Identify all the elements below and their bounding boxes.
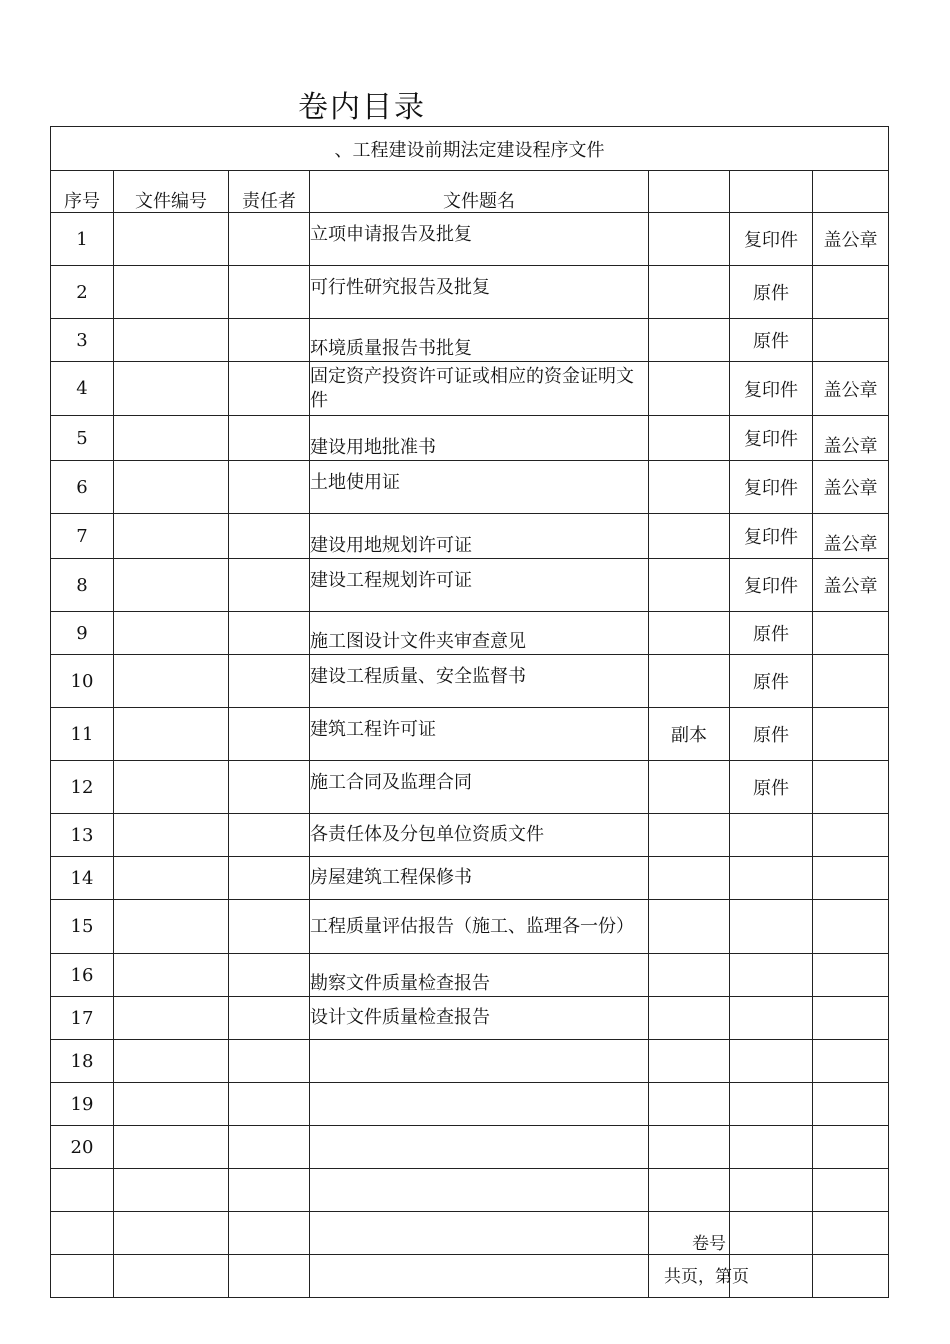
responsible-cell bbox=[229, 1040, 310, 1083]
original-cell: 复印件 bbox=[730, 559, 813, 612]
doc-title-cell bbox=[310, 1126, 649, 1169]
doc-code-cell bbox=[114, 213, 229, 266]
original-cell: 复印件 bbox=[730, 362, 813, 416]
seal-cell: 盖公章 bbox=[813, 213, 889, 266]
table-row bbox=[51, 655, 889, 708]
row-number: 4 bbox=[51, 362, 114, 416]
table-row bbox=[51, 1212, 889, 1255]
table-row bbox=[51, 954, 889, 997]
table-row bbox=[51, 1169, 889, 1212]
seal-cell: 盖公章 bbox=[813, 514, 889, 559]
responsible-cell bbox=[229, 612, 310, 655]
table-row bbox=[51, 416, 889, 461]
doc-title-cell: 工程质量评估报告（施工、监理各一份） bbox=[310, 900, 649, 954]
doc-code-cell bbox=[114, 461, 229, 514]
doc-title-cell bbox=[310, 1212, 649, 1255]
copy-type-cell bbox=[649, 900, 730, 954]
original-cell bbox=[730, 1040, 813, 1083]
original-cell: 复印件 bbox=[730, 461, 813, 514]
original-cell bbox=[730, 1212, 813, 1255]
original-cell: 原件 bbox=[730, 266, 813, 319]
doc-title-cell: 固定资产投资许可证或相应的资金证明文件 bbox=[310, 362, 649, 416]
doc-title-cell: 施工合同及监理合同 bbox=[310, 761, 649, 814]
seal-cell bbox=[813, 319, 889, 362]
doc-code-cell bbox=[114, 954, 229, 997]
seal-cell bbox=[813, 1083, 889, 1126]
table-row bbox=[51, 559, 889, 612]
original-cell bbox=[730, 857, 813, 900]
seal-cell: 盖公章 bbox=[813, 559, 889, 612]
doc-code-cell bbox=[114, 416, 229, 461]
header-blank-3 bbox=[813, 171, 889, 213]
copy-type-cell bbox=[649, 362, 730, 416]
original-cell bbox=[730, 900, 813, 954]
row-number bbox=[51, 1255, 114, 1298]
row-number: 18 bbox=[51, 1040, 114, 1083]
table-row bbox=[51, 319, 889, 362]
doc-title-cell: 土地使用证 bbox=[310, 461, 649, 514]
doc-title-cell: 建设用地规划许可证 bbox=[310, 514, 649, 559]
page-count-label: 共页，第页 bbox=[664, 1267, 749, 1287]
doc-title-cell bbox=[310, 1040, 649, 1083]
page-title: 卷内目录 bbox=[298, 90, 426, 125]
doc-title-cell: 立项申请报告及批复 bbox=[310, 213, 649, 266]
original-cell: 复印件 bbox=[730, 213, 813, 266]
table-row bbox=[51, 266, 889, 319]
copy-type-cell bbox=[649, 857, 730, 900]
responsible-cell bbox=[229, 1169, 310, 1212]
original-cell bbox=[730, 1126, 813, 1169]
row-number: 19 bbox=[51, 1083, 114, 1126]
responsible-cell bbox=[229, 461, 310, 514]
doc-code-cell bbox=[114, 362, 229, 416]
seal-cell bbox=[813, 655, 889, 708]
doc-code-cell bbox=[114, 1169, 229, 1212]
row-number: 7 bbox=[51, 514, 114, 559]
copy-type-cell bbox=[649, 655, 730, 708]
doc-code-cell bbox=[114, 1083, 229, 1126]
doc-code-cell bbox=[114, 1040, 229, 1083]
table-row bbox=[51, 612, 889, 655]
responsible-cell bbox=[229, 761, 310, 814]
original-cell: 原件 bbox=[730, 655, 813, 708]
doc-code-cell bbox=[114, 559, 229, 612]
row-number: 10 bbox=[51, 655, 114, 708]
doc-title-cell: 建设工程规划许可证 bbox=[310, 559, 649, 612]
doc-code-cell bbox=[114, 997, 229, 1040]
header-blank-1 bbox=[649, 171, 730, 213]
header-doc-code: 文件编号 bbox=[114, 171, 229, 213]
table-row bbox=[51, 814, 889, 857]
doc-code-cell bbox=[114, 1126, 229, 1169]
seal-cell bbox=[813, 1212, 889, 1255]
copy-type-cell bbox=[649, 1040, 730, 1083]
row-number: 6 bbox=[51, 461, 114, 514]
seal-cell: 盖公章 bbox=[813, 362, 889, 416]
table-header-row bbox=[51, 171, 889, 213]
doc-title-cell: 建设工程质量、安全监督书 bbox=[310, 655, 649, 708]
doc-code-cell bbox=[114, 1255, 229, 1298]
original-cell bbox=[730, 1169, 813, 1212]
original-cell: 复印件 bbox=[730, 416, 813, 461]
row-number bbox=[51, 1212, 114, 1255]
doc-title-cell: 建设用地批准书 bbox=[310, 416, 649, 461]
copy-type-cell bbox=[649, 514, 730, 559]
doc-code-cell bbox=[114, 761, 229, 814]
row-number: 5 bbox=[51, 416, 114, 461]
copy-type-cell bbox=[649, 1083, 730, 1126]
seal-cell: 盖公章 bbox=[813, 461, 889, 514]
copy-type-cell bbox=[649, 319, 730, 362]
table-row bbox=[51, 708, 889, 761]
copy-type-cell bbox=[649, 612, 730, 655]
copy-type-cell bbox=[649, 213, 730, 266]
doc-code-cell bbox=[114, 319, 229, 362]
responsible-cell bbox=[229, 1083, 310, 1126]
responsible-cell bbox=[229, 997, 310, 1040]
doc-code-cell bbox=[114, 708, 229, 761]
header-doc-title: 文件题名 bbox=[310, 171, 649, 213]
header-blank-2 bbox=[730, 171, 813, 213]
doc-code-cell bbox=[114, 266, 229, 319]
seal-cell bbox=[813, 997, 889, 1040]
doc-title-cell: 设计文件质量检查报告 bbox=[310, 997, 649, 1040]
copy-type-cell bbox=[649, 461, 730, 514]
responsible-cell bbox=[229, 814, 310, 857]
responsible-cell bbox=[229, 655, 310, 708]
seal-cell bbox=[813, 266, 889, 319]
responsible-cell bbox=[229, 266, 310, 319]
responsible-cell bbox=[229, 1212, 310, 1255]
copy-type-cell bbox=[649, 1169, 730, 1212]
doc-title-cell bbox=[310, 1083, 649, 1126]
responsible-cell bbox=[229, 1126, 310, 1169]
responsible-cell bbox=[229, 213, 310, 266]
original-cell: 原件 bbox=[730, 319, 813, 362]
row-number: 8 bbox=[51, 559, 114, 612]
table-row bbox=[51, 514, 889, 559]
responsible-cell bbox=[229, 857, 310, 900]
row-number: 17 bbox=[51, 997, 114, 1040]
row-number: 9 bbox=[51, 612, 114, 655]
copy-type-cell bbox=[649, 266, 730, 319]
seal-cell bbox=[813, 1126, 889, 1169]
table-row bbox=[51, 1083, 889, 1126]
copy-type-cell bbox=[649, 416, 730, 461]
seal-cell bbox=[813, 708, 889, 761]
catalog-table bbox=[50, 126, 889, 1298]
doc-title-cell: 房屋建筑工程保修书 bbox=[310, 857, 649, 900]
row-number: 12 bbox=[51, 761, 114, 814]
doc-title-cell: 可行性研究报告及批复 bbox=[310, 266, 649, 319]
responsible-cell bbox=[229, 319, 310, 362]
seal-cell: 盖公章 bbox=[813, 416, 889, 461]
copy-type-cell bbox=[649, 954, 730, 997]
seal-cell bbox=[813, 1169, 889, 1212]
original-cell bbox=[730, 814, 813, 857]
doc-code-cell bbox=[114, 514, 229, 559]
original-cell bbox=[730, 954, 813, 997]
responsible-cell bbox=[229, 900, 310, 954]
table-row bbox=[51, 761, 889, 814]
doc-code-cell bbox=[114, 900, 229, 954]
doc-title-cell bbox=[310, 1255, 649, 1298]
seal-cell bbox=[813, 761, 889, 814]
seal-cell bbox=[813, 857, 889, 900]
table-row bbox=[51, 1126, 889, 1169]
copy-type-cell bbox=[649, 997, 730, 1040]
doc-code-cell bbox=[114, 814, 229, 857]
copy-type-cell bbox=[649, 559, 730, 612]
doc-code-cell bbox=[114, 655, 229, 708]
responsible-cell bbox=[229, 708, 310, 761]
doc-title-cell: 建筑工程许可证 bbox=[310, 708, 649, 761]
row-number bbox=[51, 1169, 114, 1212]
doc-title-cell: 环境质量报告书批复 bbox=[310, 319, 649, 362]
copy-type-cell bbox=[649, 1126, 730, 1169]
doc-code-cell bbox=[114, 612, 229, 655]
responsible-cell bbox=[229, 1255, 310, 1298]
doc-title-cell: 勘察文件质量检查报告 bbox=[310, 954, 649, 997]
row-number: 2 bbox=[51, 266, 114, 319]
table-row bbox=[51, 900, 889, 954]
row-number: 13 bbox=[51, 814, 114, 857]
original-cell: 原件 bbox=[730, 708, 813, 761]
responsible-cell bbox=[229, 559, 310, 612]
copy-type-cell bbox=[649, 761, 730, 814]
doc-title-cell bbox=[310, 1169, 649, 1212]
header-responsible: 责任者 bbox=[229, 171, 310, 213]
row-number: 16 bbox=[51, 954, 114, 997]
copy-type-cell bbox=[649, 814, 730, 857]
doc-code-cell bbox=[114, 857, 229, 900]
seal-cell bbox=[813, 900, 889, 954]
section-title: 、工程建设前期法定建设程序文件 bbox=[51, 127, 889, 171]
header-no: 序号 bbox=[51, 171, 114, 213]
seal-cell bbox=[813, 954, 889, 997]
original-cell: 原件 bbox=[730, 612, 813, 655]
copy-type-cell: 副本 bbox=[649, 708, 730, 761]
table-row bbox=[51, 1255, 889, 1298]
row-number: 14 bbox=[51, 857, 114, 900]
doc-code-cell bbox=[114, 1212, 229, 1255]
row-number: 11 bbox=[51, 708, 114, 761]
original-cell: 复印件 bbox=[730, 514, 813, 559]
original-cell: 原件 bbox=[730, 761, 813, 814]
table-row bbox=[51, 857, 889, 900]
row-number: 1 bbox=[51, 213, 114, 266]
responsible-cell bbox=[229, 954, 310, 997]
table-row bbox=[51, 1040, 889, 1083]
responsible-cell bbox=[229, 514, 310, 559]
row-number: 15 bbox=[51, 900, 114, 954]
seal-cell bbox=[813, 1255, 889, 1298]
row-number: 20 bbox=[51, 1126, 114, 1169]
seal-cell bbox=[813, 612, 889, 655]
table-row bbox=[51, 461, 889, 514]
volume-number-label: 卷号 bbox=[692, 1234, 726, 1254]
doc-title-cell: 施工图设计文件夹审查意见 bbox=[310, 612, 649, 655]
seal-cell bbox=[813, 814, 889, 857]
original-cell bbox=[730, 997, 813, 1040]
seal-cell bbox=[813, 1040, 889, 1083]
responsible-cell bbox=[229, 362, 310, 416]
row-number: 3 bbox=[51, 319, 114, 362]
original-cell bbox=[730, 1083, 813, 1126]
table-row bbox=[51, 362, 889, 416]
table-row bbox=[51, 997, 889, 1040]
doc-title-cell: 各责任体及分包单位资质文件 bbox=[310, 814, 649, 857]
responsible-cell bbox=[229, 416, 310, 461]
table-row bbox=[51, 213, 889, 266]
